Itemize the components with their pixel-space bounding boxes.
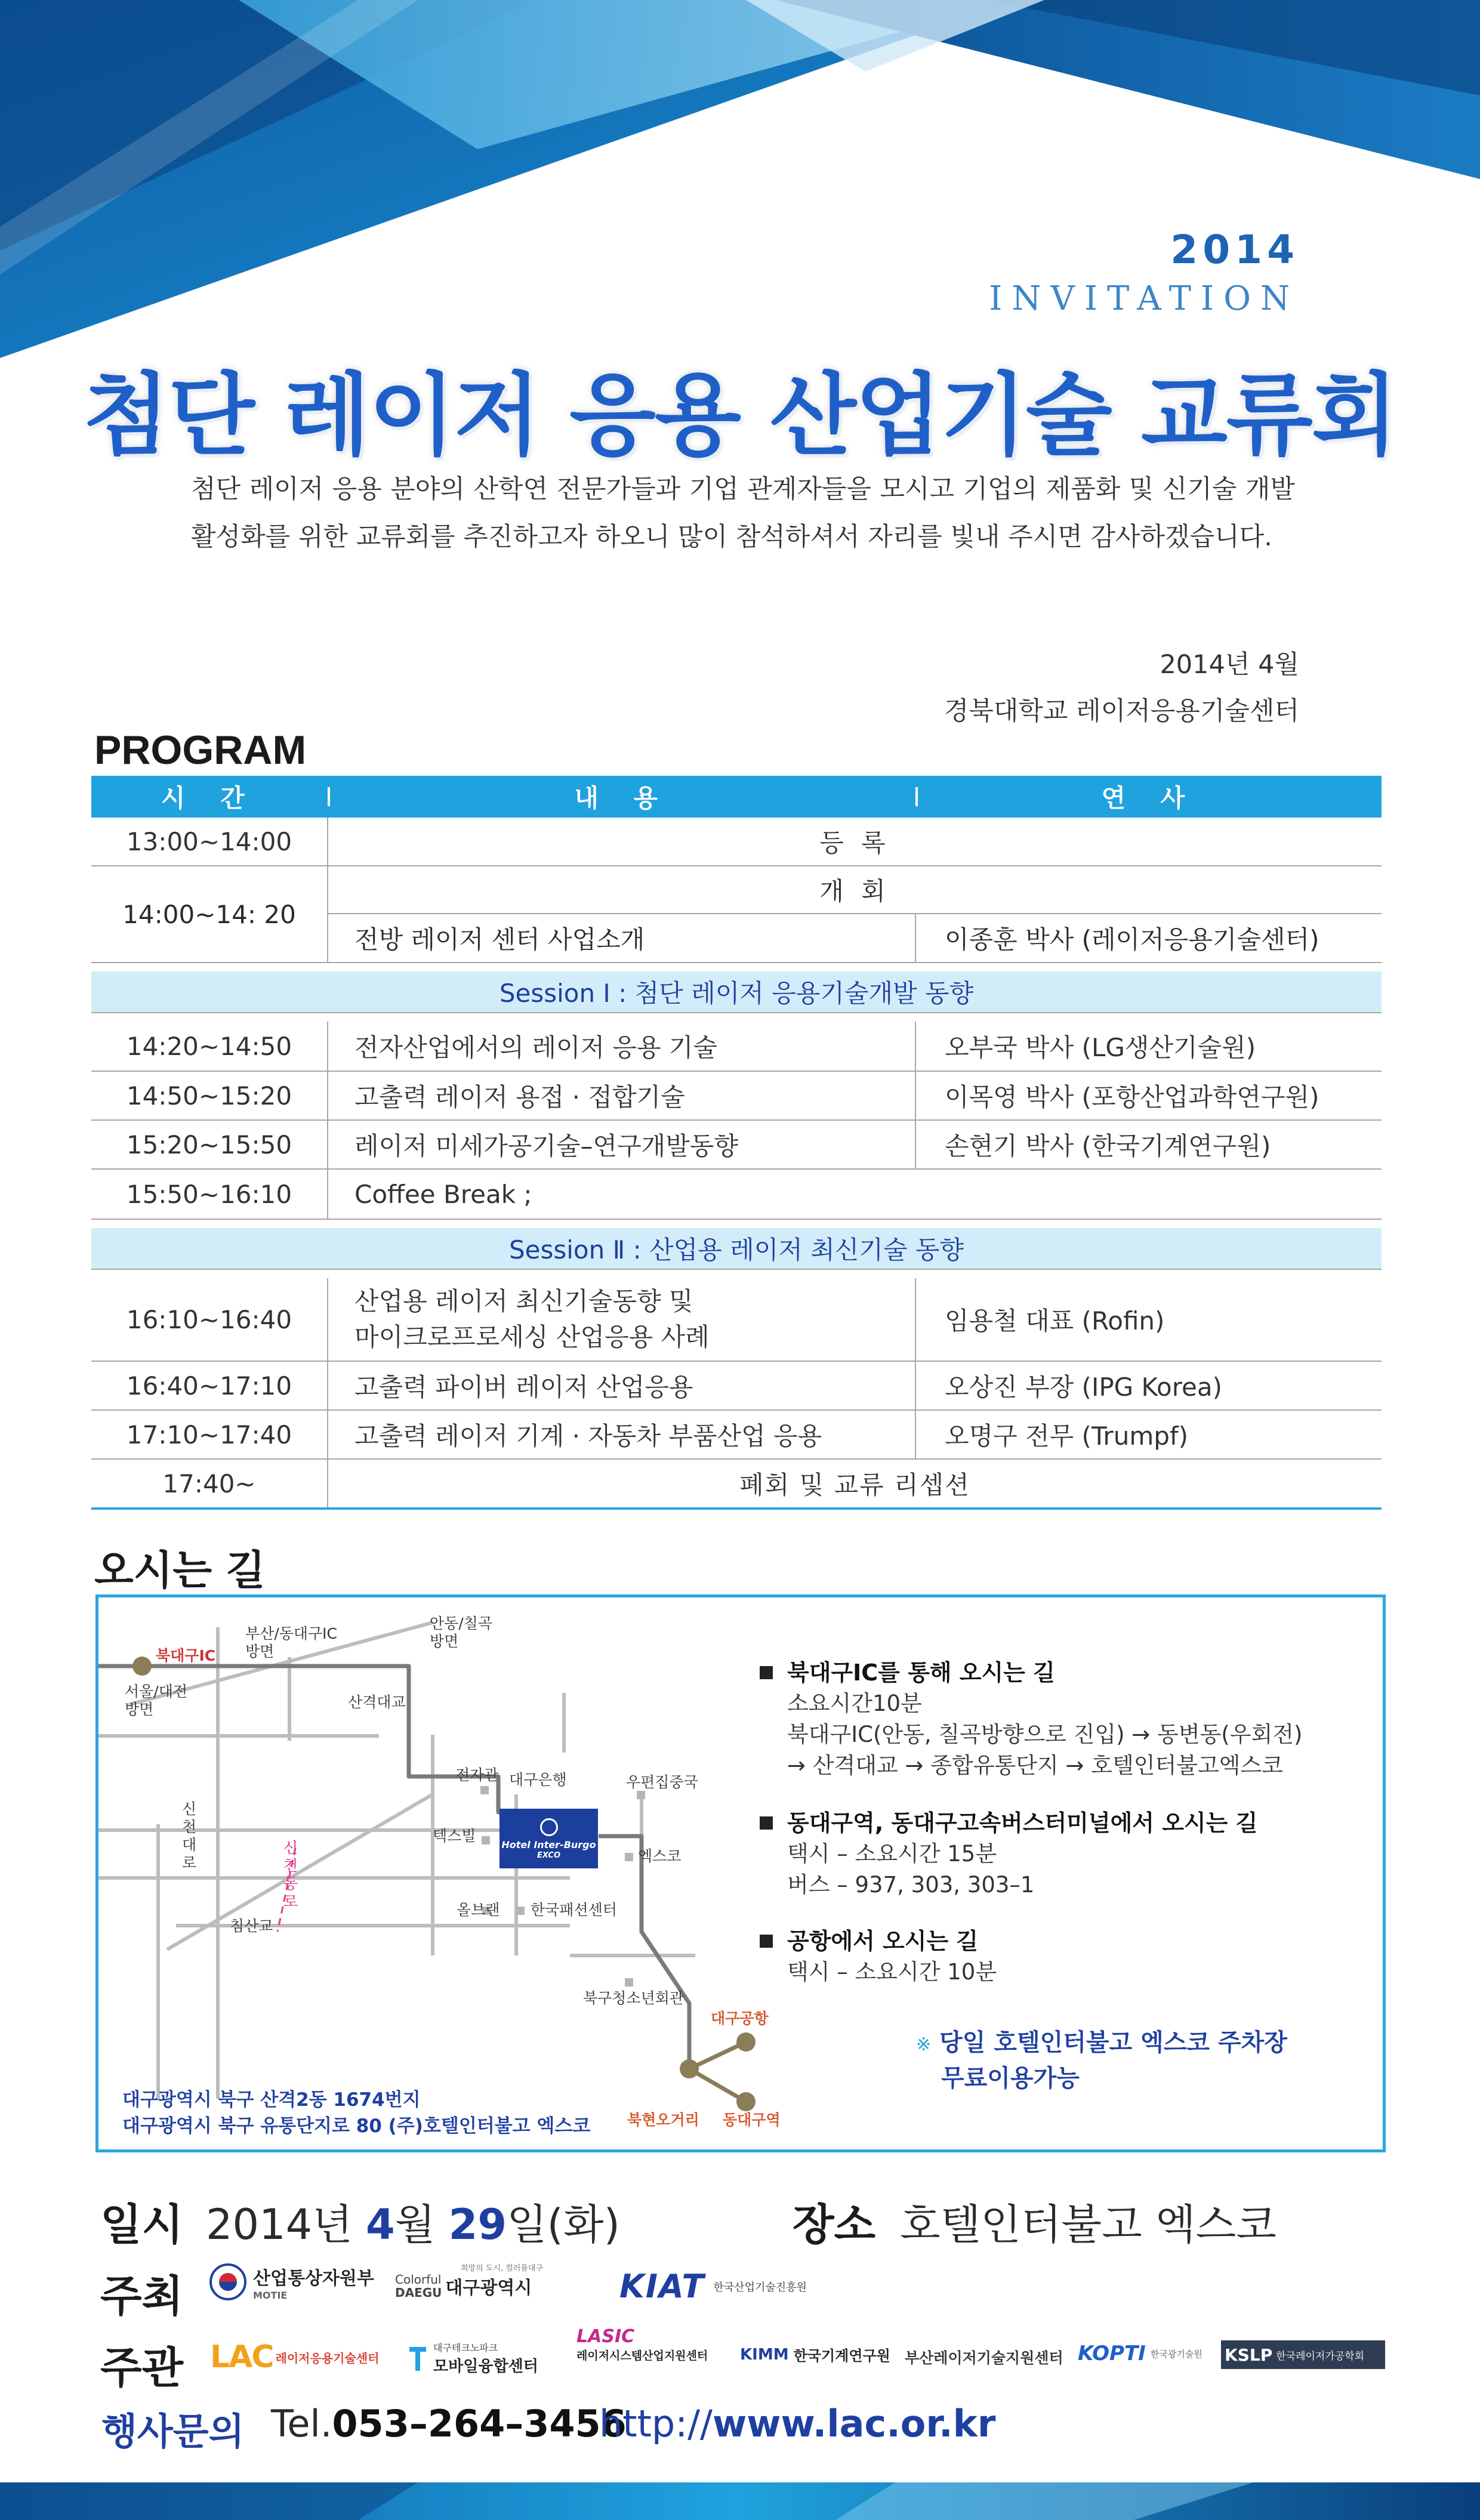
session-2-banner: Session Ⅱ : 산업용 레이저 최신기술 동향 — [91, 1220, 1382, 1270]
column-header-time: 시 간 — [161, 784, 258, 813]
busan-laser-center-logo — [905, 2346, 1063, 2368]
daegu-name: 대구광역시 — [445, 2278, 532, 2299]
daegu-en: DAEGU — [395, 2285, 442, 2300]
daegu-colorful: Colorful — [395, 2272, 442, 2287]
row-speaker: 오부국 박사 (LG생산기술원) — [945, 1033, 1256, 1062]
map-label-textile: 텍스빌 — [433, 1827, 476, 1844]
row-content: 고출력 레이저 용접 · 접합기술 — [328, 1072, 916, 1119]
address-line-1: 대구광역시 북구 산격2동 1674번지 — [122, 2089, 421, 2111]
kslp-name: 한국레이저가공학회 — [1276, 2350, 1365, 2362]
map-label-olbrain: 올브랜 — [457, 1901, 500, 1918]
venue-label: 장소 — [793, 2200, 876, 2250]
map-label-airport: 대구공항 — [711, 2010, 769, 2027]
map-label-bukdae-ic: 북대구IC — [156, 1647, 216, 1664]
square-bullet-icon — [760, 1666, 773, 1679]
url-prefix: http:// — [599, 2402, 713, 2445]
kslp-logo — [1221, 2340, 1385, 2369]
row-speaker: 이종훈 박사 (레이저응용기술센터) — [945, 925, 1319, 954]
row-time: 17:40∼ — [91, 1460, 328, 1507]
row-time: 14:00∼14: 20 — [91, 866, 328, 962]
row-content: 전방 레이저 센터 사업소개 — [328, 914, 916, 962]
directions-heading: 오시는 길 — [94, 1547, 266, 1594]
kslp-wordmark: KSLP — [1225, 2345, 1273, 2365]
row-time: 14:50∼15:20 — [91, 1072, 328, 1119]
row-content: 폐회 및 교류 리셉션 — [739, 1470, 970, 1500]
program-table — [91, 776, 1382, 1510]
route-line: 택시 – 소요시간 15분 — [787, 1841, 997, 1867]
kiat-wordmark: KIAT — [619, 2268, 705, 2305]
invitation-date: 2014년 4월 — [1160, 650, 1299, 680]
event-date — [206, 2191, 620, 2251]
map-illustration — [98, 1597, 785, 2149]
route-line: → 산격대교 → 종합유통단지 → 호텔인터불고엑스코 — [787, 1753, 1283, 1778]
route-bukdae-ic — [760, 1657, 1302, 1781]
map-label-chimsan-bridge: 침산교 — [230, 1917, 273, 1935]
row-time: 17:10∼17:40 — [91, 1411, 328, 1458]
tel-prefix: Tel. — [271, 2402, 332, 2445]
daegu-logo — [395, 2262, 543, 2299]
session-1-banner: Session Ⅰ : 첨단 레이저 응용기술개발 동향 — [91, 963, 1382, 1013]
row-content: Coffee Break ; — [354, 1179, 532, 1209]
map-label-seoul: 서울/대전 — [125, 1683, 188, 1700]
row-content: 등 록 — [819, 828, 890, 858]
date-day: 29 — [448, 2200, 507, 2249]
invitation-organization: 경북대학교 레이저응용기술센터 — [944, 696, 1299, 726]
row-speaker: 이목영 박사 (포항산업과학연구원) — [945, 1082, 1319, 1112]
table-row — [91, 1270, 1382, 1362]
lasic-logo — [576, 2326, 708, 2363]
row-time: 13:00∼14:00 — [91, 818, 328, 865]
row-content: 고출력 파이버 레이저 산업응용 — [328, 1362, 916, 1409]
map-label-sangyeok-bridge: 산격대교 — [348, 1694, 406, 1711]
kopti-name: 한국광기술원 — [1150, 2348, 1202, 2359]
row-content-line: 마이크로프로세싱 산업응용 사례 — [354, 1322, 710, 1352]
map-label-andong-dir: 방면 — [430, 1633, 459, 1650]
route-title: 동대구역, 동대구고속버스터미널에서 오시는 길 — [787, 1810, 1258, 1836]
program-heading: PROGRAM — [94, 727, 307, 773]
map-label-sincheon-daero: 신천대로 — [182, 1800, 197, 1871]
hotel-name: Hotel Inter-Burgo — [501, 1839, 596, 1850]
row-time: 14:20∼14:50 — [91, 1022, 328, 1071]
motie-name: 산업통상자원부 — [253, 2268, 374, 2289]
date-day-unit: 일(화) — [507, 2200, 620, 2249]
program-table-header — [91, 776, 1382, 818]
row-content: 레이저 미세가공기술–연구개발동향 — [328, 1121, 916, 1168]
busan-name: 부산레이저기술지원센터 — [905, 2349, 1063, 2367]
route-airport — [760, 1926, 997, 1988]
table-row-opening — [91, 866, 1382, 963]
footer-decoration — [0, 2470, 1480, 2520]
note-line: 무료이용가능 — [941, 2065, 1080, 2092]
motie-en: MOTIE — [253, 2289, 288, 2301]
date-year: 2014년 — [206, 2200, 353, 2249]
row-content-line: 산업용 레이저 최신기술동향 및 — [354, 1287, 693, 1316]
lasic-name: 레이저시스템산업지원센터 — [576, 2349, 708, 2362]
organizer-label: 주관 — [100, 2343, 184, 2393]
table-row-coffee — [91, 1170, 1382, 1220]
column-header-speaker: 연 사 — [1101, 784, 1198, 813]
address-line-2: 대구광역시 북구 유통단지로 80 (주)호텔인터불고 엑스코 — [122, 2115, 591, 2137]
page-title: 첨단 레이저 응용 산업기술 교류회 — [83, 364, 1397, 468]
row-speaker: 오상진 부장 (IPG Korea) — [945, 1372, 1223, 1402]
opening-title: 개 회 — [328, 866, 1382, 914]
tel-number: 053–264–3456 — [332, 2402, 627, 2445]
row-speaker: 손현기 박사 (한국기계연구원) — [945, 1131, 1271, 1161]
map-label-busan-dir: 방면 — [245, 1643, 275, 1660]
date-label: 일시 — [100, 2200, 184, 2250]
mobile-center-logo — [406, 2340, 538, 2376]
route-dongdaegu — [760, 1808, 1257, 1901]
url-domain: www.lac.or.kr — [712, 2402, 996, 2445]
lac-logo — [210, 2339, 379, 2375]
lasic-wordmark: LASIC — [576, 2326, 635, 2347]
invitation-label: INVITATION — [989, 279, 1299, 318]
map-label-fashion-center: 한국패션센터 — [531, 1901, 617, 1918]
kopti-wordmark: KOPTI — [1078, 2342, 1146, 2365]
table-row — [91, 1411, 1382, 1460]
kopti-logo — [1078, 2342, 1202, 2365]
table-row-registration — [91, 818, 1382, 866]
row-content: 고출력 레이저 기계 · 자동차 부품산업 응용 — [328, 1411, 916, 1458]
map-label-busan: 부산/동대구IC — [245, 1625, 338, 1642]
map-label-seoul-dir: 방면 — [125, 1701, 154, 1718]
row-speaker: 오명구 전무 (Trumpf) — [945, 1421, 1189, 1451]
note-line: 당일 호텔인터불고 엑스코 주차장 — [939, 2029, 1287, 2056]
lac-name: 레이저응용기술센터 — [275, 2351, 380, 2365]
map-label-exco: 엑스코 — [638, 1847, 682, 1865]
motie-logo — [209, 2263, 374, 2301]
route-line: 소요시간10분 — [787, 1691, 922, 1716]
route-line: 택시 – 소요시간 10분 — [787, 1959, 997, 1985]
hotel-logo-icon — [540, 1818, 558, 1836]
parking-note — [916, 2026, 1287, 2095]
table-row — [91, 1121, 1382, 1170]
daegu-small: 희망의 도시, 컬러풀대구 — [461, 2264, 543, 2273]
mobile-name: 모바일융합센터 — [433, 2358, 538, 2376]
map-label-andong: 안동/칠곡 — [430, 1615, 493, 1632]
route-title: 북대구IC를 통해 오시는 길 — [787, 1660, 1055, 1686]
hotel-sub: EXCO — [536, 1851, 561, 1860]
map-label-dongdaegu-station: 동대구역 — [723, 2111, 781, 2129]
motie-emblem-icon — [209, 2263, 247, 2301]
route-line: 북대구IC(안동, 칠곡방향으로 진입) → 동변동(우회전) — [787, 1722, 1303, 1747]
row-speaker: 임용철 대표 (Rofin) — [945, 1306, 1165, 1335]
contact-phone — [271, 2402, 627, 2445]
kimm-wordmark: KIMM — [740, 2345, 789, 2364]
kiat-name: 한국산업기술진흥원 — [713, 2281, 807, 2294]
row-time: 15:50∼16:10 — [91, 1170, 328, 1219]
event-year: 2014 — [1170, 227, 1299, 273]
mobile-small: 대구테크노파크 — [433, 2342, 498, 2354]
row-time: 16:10∼16:40 — [91, 1278, 328, 1361]
map-label-jeonjagwan: 전자관 — [455, 1766, 499, 1784]
route-title: 공항에서 오시는 길 — [787, 1928, 979, 1954]
map-label-youth-hall: 북구청소년회관 — [583, 1990, 684, 2007]
table-row — [91, 1072, 1382, 1121]
table-row — [91, 1013, 1382, 1072]
host-label: 주최 — [100, 2271, 184, 2321]
date-month-unit: 월 — [394, 2200, 436, 2249]
map-label-daegu-bank: 대구은행 — [509, 1771, 567, 1788]
square-bullet-icon — [760, 1935, 773, 1948]
row-content: 전자산업에서의 레이저 응용 기술 — [328, 1022, 916, 1071]
lac-wordmark: LAC — [210, 2339, 273, 2375]
kiat-logo — [619, 2268, 807, 2305]
table-row-closing — [91, 1460, 1382, 1510]
table-row — [91, 1362, 1382, 1411]
intro-paragraph: 첨단 레이저 응용 분야의 산학연 전문가들과 기업 관계자들을 모시고 기업의 제품화 및 신기술 개발 활성화를 위한 교류회를 추진하고자 하오니 많이 참석하셔서 자리를 빛내 주시면 감사하겠습니다. — [191, 474, 1295, 552]
route-line: 버스 – 937, 303, 303–1 — [787, 1872, 1035, 1898]
venue-value: 호텔인터불고 엑스코 — [900, 2200, 1276, 2249]
kimm-logo — [740, 2344, 890, 2365]
technopark-icon — [406, 2343, 430, 2373]
hotel-marker — [500, 1809, 598, 1868]
map-label-sincheon-dongro: 신천동로 — [283, 1839, 298, 1910]
directions-box — [95, 1594, 1386, 2152]
contact-website-link[interactable] — [599, 2402, 995, 2445]
row-time: 16:40∼17:10 — [91, 1362, 328, 1409]
row-time: 15:20∼15:50 — [91, 1121, 328, 1168]
map-label-bukhyeon: 북현오거리 — [627, 2111, 699, 2129]
date-month: 4 — [366, 2200, 395, 2249]
kimm-name: 한국기계연구원 — [793, 2348, 890, 2364]
column-header-content: 내 용 — [574, 784, 671, 813]
map-label-post-office: 우편집중국 — [626, 1773, 698, 1791]
note-mark: ※ — [916, 2034, 932, 2055]
square-bullet-icon — [760, 1816, 773, 1830]
row-content — [328, 1278, 916, 1361]
contact-label: 행사문의 — [101, 2410, 245, 2453]
